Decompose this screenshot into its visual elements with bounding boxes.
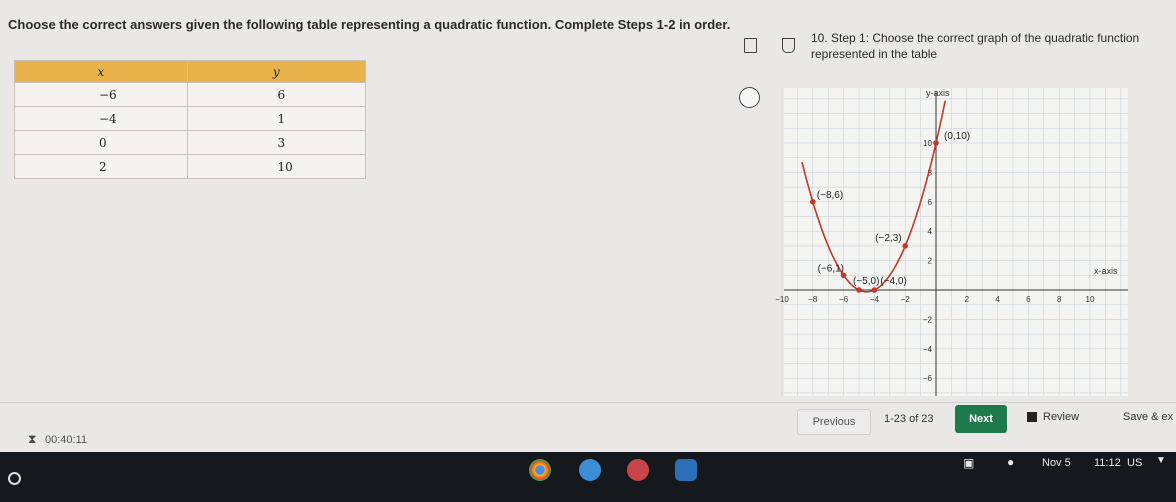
x-tick-label: 4 — [995, 295, 1000, 304]
x-tick-label: −4 — [869, 295, 879, 304]
question-prompt: Step 1: Choose the correct graph of the quadratic function represented in the table — [811, 31, 1140, 61]
review-flag-icon — [1027, 412, 1037, 422]
x-axis-label: x-axis — [1094, 266, 1118, 276]
point-label: (−6,1) — [817, 263, 845, 275]
y-tick-label: 2 — [927, 256, 932, 266]
xy-table — [14, 60, 366, 179]
graph-point — [902, 243, 908, 249]
question-text — [811, 30, 1151, 62]
point-label: (−8,6) — [816, 189, 844, 201]
x-tick-label: −8 — [808, 295, 818, 304]
y-tick-label: 6 — [927, 197, 932, 207]
save-exit-button[interactable]: Save & ex — [1123, 411, 1174, 423]
table-header-x: x — [15, 61, 188, 83]
x-tick-label: −2 — [900, 295, 910, 304]
y-tick-label: −2 — [922, 315, 932, 325]
x-tick-label: −10 — [775, 295, 789, 304]
x-tick-label: 6 — [1026, 295, 1031, 304]
table-cell-y: 10 — [187, 155, 365, 179]
tray-date[interactable]: Nov 5 — [1042, 457, 1071, 469]
review-button[interactable] — [1027, 411, 1079, 423]
graph-point — [872, 287, 878, 293]
table-row — [15, 131, 366, 155]
point-label: (−4,0) — [880, 276, 907, 287]
app-blue-icon[interactable] — [675, 459, 697, 481]
launcher-icon[interactable] — [8, 472, 21, 485]
graph-point — [933, 140, 939, 146]
divider — [0, 402, 1176, 403]
wifi-icon[interactable]: ▼ — [1156, 455, 1166, 466]
y-tick-label: 8 — [927, 168, 932, 178]
screenshot-icon[interactable]: ▣ — [963, 456, 975, 470]
hourglass-icon: ⧗ — [28, 432, 37, 446]
point-label: (−2,3) — [875, 232, 902, 244]
y-tick-label: 4 — [927, 227, 932, 237]
graph-point — [856, 287, 862, 293]
tray-time[interactable]: 11:12 — [1094, 457, 1121, 469]
x-tick-label: 2 — [964, 295, 970, 304]
x-tick-label: 10 — [1085, 295, 1095, 304]
table-row — [15, 107, 366, 131]
answer-radio[interactable] — [739, 87, 760, 108]
question-number: 10. — [811, 31, 828, 45]
table-cell-x: 2 — [15, 155, 188, 179]
table-row — [15, 83, 366, 107]
table-row — [15, 155, 366, 179]
table-cell-x: −4 — [15, 107, 188, 131]
flag-icon[interactable] — [782, 38, 795, 53]
point-label: (0,10) — [944, 131, 971, 142]
review-label: Review — [1043, 411, 1080, 423]
tray-locale[interactable]: US — [1127, 457, 1143, 469]
files-icon[interactable] — [579, 459, 601, 481]
y-axis-label: y-axis — [926, 88, 950, 98]
y-tick-label: −4 — [922, 344, 932, 354]
table-cell-x: −6 — [15, 83, 188, 107]
parabola-graph — [775, 88, 1128, 396]
timer: 00:40:11 — [45, 434, 88, 446]
chrome-icon[interactable] — [529, 459, 551, 481]
graph-point — [810, 199, 816, 205]
table-cell-x: 0 — [15, 131, 188, 155]
table-cell-y: 3 — [187, 131, 365, 155]
x-tick-label: −6 — [839, 295, 849, 304]
notification-icon[interactable]: ● — [1007, 455, 1015, 469]
question-counter: 1-23 of 23 — [884, 413, 934, 425]
instructions-text: Choose the correct answers given the following table representing a quadratic function. Complete Steps 1-2 in order. — [8, 17, 731, 32]
previous-button[interactable]: Previous — [797, 409, 871, 435]
bookmark-icon[interactable] — [744, 38, 757, 53]
y-tick-label: 10 — [923, 139, 932, 148]
point-label: (−5,0) — [853, 276, 880, 287]
x-tick-label: 8 — [1056, 295, 1062, 304]
table-cell-y: 1 — [187, 107, 365, 131]
next-button[interactable]: Next — [955, 405, 1007, 433]
app-red-icon[interactable] — [627, 459, 649, 481]
table-header-y: y — [187, 61, 365, 83]
y-tick-label: −6 — [922, 374, 932, 384]
table-cell-y: 6 — [187, 83, 365, 107]
